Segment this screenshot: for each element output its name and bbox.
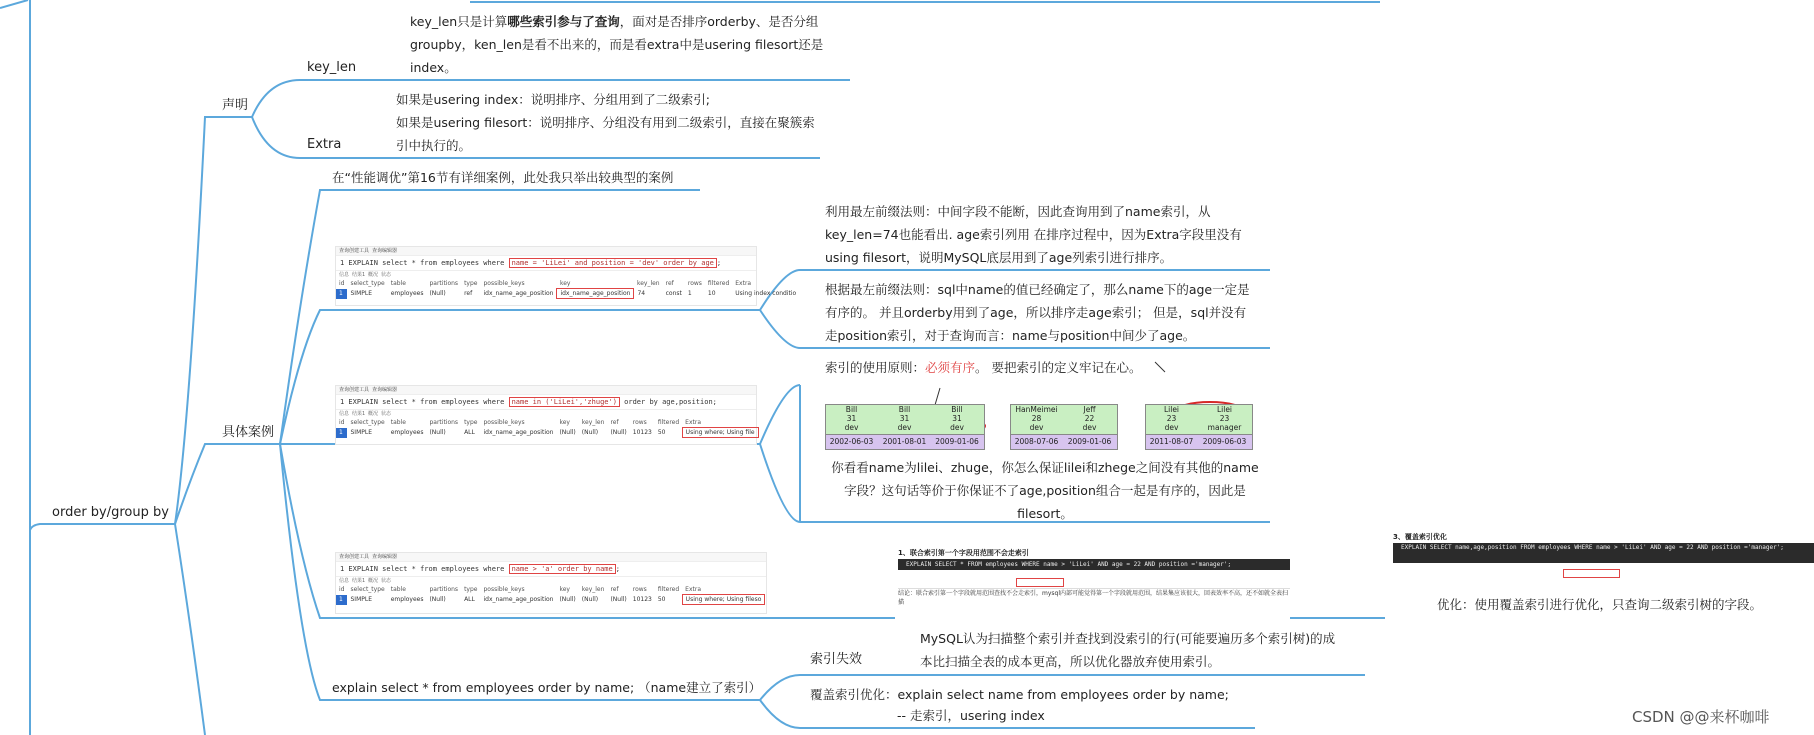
- principle-text-a: 索引的使用原则：: [825, 360, 926, 375]
- thumb2-header-cell: possible_keys: [483, 419, 525, 427]
- thumb2-row-cell: 50: [657, 429, 666, 436]
- thumb3-row-cell: (Null): [429, 596, 446, 603]
- thumb3-header-cell: Extra: [685, 586, 702, 593]
- thumb2-row-cell: employees: [390, 429, 424, 436]
- node-shengming[interactable]: 声明: [222, 98, 249, 113]
- right-shot-title: 3、覆盖索引优化: [1393, 533, 1447, 541]
- tree-arrow-2: [1155, 362, 1165, 372]
- tree-pk-entry: 2008-07-06: [1014, 437, 1059, 446]
- right-shot-sql: EXPLAIN SELECT name,age,position FROM employees WHERE name > 'LiLei' AND age = 22 AND position ='manager';: [1393, 543, 1814, 563]
- thumb1-sql: 1 EXPLAIN select * from employees where name = 'LiLei' and position = 'dev' order by age ;: [336, 256, 756, 271]
- thumb2-row-cell: (Null): [429, 429, 446, 436]
- case2-text-3: 走position索引，对于查询而言：name与position中间少了age。: [825, 328, 1196, 343]
- thumb2-table: [336, 418, 759, 438]
- mid-shot-note: 结论：联合索引第一个字段就用范围查找不会走索引，mysql内部可能觉得第一个字段就用范围，结果集应该很大，回表效率不高，还不如就全表扫描: [898, 590, 1288, 606]
- thumb3-row-cell: employees: [390, 596, 424, 603]
- thumb1-row-cell: idx_name_age_position: [557, 289, 634, 299]
- thumb3-tabs: 信息 结果1 概况 状态: [339, 578, 392, 584]
- explain-screenshot-3: [335, 552, 767, 614]
- branch-juti: [175, 444, 280, 524]
- thumb2-row-cell: (Null): [559, 429, 576, 436]
- thumb1-row-cell: 1: [336, 289, 347, 299]
- thumb1-row-cell: ref: [464, 290, 473, 297]
- thumb3-header-cell: table: [390, 586, 406, 594]
- thumb1-header-cell: select_type: [350, 280, 385, 288]
- optimization-text: 优化：使用覆盖索引进行优化，只查询二级索引树的字段。: [1437, 597, 1763, 612]
- index-principle: [825, 356, 1142, 379]
- mid-shot-sql: EXPLAIN SELECT * FROM employees WHERE name > 'LiLei' AND age = 22 AND position ='manager';: [898, 559, 1290, 570]
- thumb2-header-cell: type: [464, 419, 478, 427]
- thumb2-row-cell: 10123: [632, 429, 652, 436]
- thumb3-row-cell: (Null): [610, 596, 627, 603]
- covering-index-screenshot: [1393, 532, 1814, 586]
- explain-screenshot-2: [335, 385, 757, 445]
- thumb3-header-cell: filtered: [657, 586, 680, 594]
- thumb2-header-cell: filtered: [657, 419, 680, 427]
- case2-explanation: [825, 278, 1275, 347]
- node-key-len[interactable]: key_len: [307, 60, 357, 75]
- fail-text-1: MySQL认为扫描整个索引并查找到没索引的行(可能要遍历多个索引树)的成: [920, 631, 1336, 646]
- thumb2-tabs: 信息 结果1 概况 状态: [339, 411, 392, 417]
- thumb3-header-cell: possible_keys: [483, 586, 525, 594]
- thumb2-row-cell: SIMPLE: [350, 429, 372, 436]
- thumb1-header-cell: key: [559, 280, 571, 287]
- fail-text-2: 本比扫描全表的成本更高，所以优化器放弃使用索引。: [920, 654, 1221, 669]
- tree-leaf-entry: Jeff 22 dev: [1082, 405, 1097, 432]
- thumb2-header-cell: key_len: [581, 419, 605, 427]
- case1-text-1: 利用最左前缀法则：中间字段不能断，因此查询用到了name索引，从: [825, 204, 1211, 219]
- thumb3-row-cell: SIMPLE: [350, 596, 372, 603]
- thumb2-header-cell: select_type: [350, 419, 385, 427]
- tree-leaf-entry: HanMeimei 28 dev: [1015, 405, 1058, 432]
- thumb1-tabs: 信息 结果1 概况 状态: [339, 272, 392, 278]
- thumb1-header-cell: rows: [687, 280, 702, 288]
- tree-leaf-entry: Lilei 23 dev: [1163, 405, 1180, 432]
- node-extra[interactable]: Extra: [307, 137, 342, 152]
- thumb1-header-cell: type: [464, 280, 478, 288]
- case3-text-3: filesort。: [1017, 506, 1073, 521]
- thumb3-row-cell: idx_name_age_position: [483, 596, 554, 603]
- keylen-text-bold: 哪些索引参与了查询: [507, 14, 620, 29]
- thumb1-row-cell: SIMPLE: [350, 290, 372, 297]
- tree-leaf-entry: Bill 31 dev: [844, 405, 859, 432]
- thumb3-row-cell: 50: [657, 596, 666, 603]
- thumb2-header-cell: Extra: [685, 419, 702, 426]
- thumb3-sql: 1 EXPLAIN select * from employees where name > 'a' order by name ;: [336, 562, 766, 577]
- mid-shot-title: 1、联合索引第一个字段用范围不会走索引: [898, 549, 1029, 557]
- tree-pk-entry: 2009-06-03: [1202, 437, 1247, 446]
- keylen-text-1c: ，面对是否排序orderby、是否分组: [619, 14, 819, 29]
- tree-pk-entry: 2011-08-07: [1149, 437, 1194, 446]
- thumb1-row-cell: (Null): [429, 290, 446, 297]
- case1-text-3: using filesort，说明MySQL底层用到了age列索引进行排序。: [825, 250, 1173, 265]
- thumb3-header-cell: partitions: [429, 586, 459, 594]
- root-node-orderby-groupby[interactable]: order by/group by: [52, 505, 169, 520]
- case1-text-2: key_len=74也能看出. age索引列用 在排序过程中，因为Extra字段里没有: [825, 227, 1242, 242]
- thumb3-row-cell: (Null): [581, 596, 599, 603]
- tree-pk-entry: 2001-08-01: [882, 437, 927, 446]
- right-shot-table: [1393, 563, 1814, 579]
- tree-arrow-1: [935, 388, 940, 405]
- keylen-text-1a: key_len只是计算: [410, 14, 508, 29]
- thumb3-row-cell: Using where; Using fileso: [682, 595, 765, 605]
- thumb2-row-cell: 1: [336, 428, 347, 438]
- thumb2-row-cell: Using where; Using file: [682, 428, 758, 438]
- thumb1-header-cell: key_len: [636, 280, 660, 288]
- thumb3-header-cell: type: [464, 586, 478, 594]
- thumb3-row-cell: 1: [336, 595, 347, 605]
- extra-text-2: 如果是usering filesort：说明排序、分组没有用到二级索引，直接在聚簇索: [396, 115, 815, 130]
- branch-case2-top: [760, 385, 800, 444]
- tree-leaf-entry: Bill 31 dev: [897, 405, 912, 432]
- thumb2-header-cell: ref: [610, 419, 619, 427]
- tree-pk-entry: 2009-01-06: [935, 437, 979, 446]
- thumb3-row-cell: ALL: [464, 596, 475, 603]
- thumb3-header-cell: key_len: [581, 586, 605, 594]
- thumb1-row-cell: 1: [687, 290, 692, 297]
- tree-pk-entry: 2009-01-06: [1067, 437, 1112, 446]
- thumb2-header-cell: key: [559, 419, 570, 427]
- thumb2-header-cell: rows: [632, 419, 647, 427]
- thumb1-row-cell: 74: [637, 290, 646, 297]
- extra-description: [396, 88, 836, 157]
- thumb2-sql: 1 EXPLAIN select * from employees where name in ('LiLei','zhuge') order by age,position;: [336, 395, 756, 410]
- tree-leaf-entry: Bill 31 dev: [950, 405, 964, 432]
- thumb1-header-cell: possible_keys: [483, 280, 525, 288]
- thumb1-header-cell: table: [390, 280, 406, 288]
- tree-leaf-entry: Lilei 23 manager: [1207, 405, 1242, 432]
- thumb3-row-cell: (Null): [559, 596, 576, 603]
- principle-text-red: 必须有序: [925, 360, 976, 375]
- thumb2-header-cell: partitions: [429, 419, 459, 427]
- thumb3-header-cell: id: [339, 586, 345, 594]
- thumb1-toolbar: 查询创建工具 查询编辑器: [336, 247, 756, 256]
- cover-index-line: [810, 683, 1229, 706]
- thumb2-header-cell: id: [339, 419, 345, 427]
- root-underline: [30, 524, 175, 735]
- extra-text-1: 如果是usering index：说明排序、分组用到了二级索引;: [396, 92, 710, 107]
- keylen-text-2: groupby，ken_len是看不出来的，而是看extra中是usering filesort还是: [410, 37, 824, 52]
- cover-text-2: -- 走索引，usering index: [897, 708, 1045, 723]
- thumb1-row-cell: Using index conditio: [735, 290, 797, 297]
- thumb1-header-cell: filtered: [707, 280, 730, 288]
- csdn-watermark: CSDN @@来杯咖啡: [1632, 708, 1770, 726]
- thumb3-table: [336, 585, 765, 605]
- thumb2-row-cell: (Null): [581, 429, 599, 436]
- tree-pk-entry: 2002-06-03: [829, 437, 874, 446]
- range-index-screenshot: [898, 548, 1290, 616]
- top-left-line: [0, 0, 28, 8]
- branch-bottom: [175, 524, 205, 735]
- intro-text: 在“性能调优”第16节有详细案例，此处我只举出较典型的案例: [332, 170, 674, 185]
- thumb3-header-cell: ref: [610, 586, 619, 594]
- thumb2-row-cell: idx_name_age_position: [483, 429, 554, 436]
- thumb1-header-cell: ref: [665, 280, 674, 288]
- case2-text-2: 有序的。 并且orderby用到了age，所以排序走age索引； 但是，sql并没有: [825, 305, 1247, 320]
- case1-explanation: [825, 200, 1275, 269]
- keylen-description: [410, 10, 850, 79]
- thumb1-row-cell: employees: [390, 290, 424, 297]
- btree-leaf-diagram: [825, 404, 1255, 452]
- branch-shengming: [175, 117, 252, 524]
- case3-text-2: 字段？这句话等价于你保证不了age,position组合一起是有序的，因此是: [844, 483, 1246, 498]
- thumb3-toolbar: 查询创建工具 查询编辑器: [336, 553, 766, 562]
- cover-text-1: explain select name from employees order by name;: [897, 687, 1229, 702]
- case2-text-1: 根据最左前缀法则：sql中name的值已经确定了，那么name下的age一定是: [825, 282, 1250, 297]
- thumb1-row-cell: const: [665, 290, 682, 297]
- explain-order-by-name[interactable]: explain select * from employees order by name; （name建立了索引）: [332, 680, 762, 695]
- thumb2-header-cell: table: [390, 419, 406, 427]
- principle-text-c: 。 要把索引的定义牢记在心。: [975, 360, 1142, 375]
- node-cover-index[interactable]: 覆盖索引优化：: [810, 687, 898, 702]
- thumb2-row-cell: (Null): [610, 429, 627, 436]
- thumb3-header-cell: key: [559, 586, 570, 594]
- keylen-text-3: index。: [410, 60, 457, 75]
- thumb1-header-cell: Extra: [735, 280, 752, 288]
- index-fail-explanation: [920, 627, 1370, 673]
- thumb1-row-cell: 10: [707, 290, 716, 297]
- thumb3-row-cell: 10123: [632, 596, 652, 603]
- extra-text-3: 引中执行的。: [396, 138, 472, 153]
- thumb1-header-cell: id: [339, 280, 345, 288]
- explain-screenshot-1: [335, 246, 797, 306]
- thumb1-table: [336, 279, 799, 299]
- thumb1-row-cell: idx_name_age_position: [483, 290, 554, 297]
- case3-explanation: [825, 456, 1265, 525]
- thumb2-toolbar: 查询创建工具 查询编辑器: [336, 386, 756, 395]
- thumb3-header-cell: rows: [632, 586, 647, 594]
- thumb1-header-cell: partitions: [429, 280, 459, 288]
- node-juti-anli[interactable]: 具体案例: [222, 425, 275, 440]
- case3-text-1: 你看看name为lilei、zhuge，你怎么保证lilei和zhege之间没有其他的name: [831, 460, 1259, 475]
- node-index-fail[interactable]: 索引失效: [810, 652, 863, 667]
- thumb2-row-cell: ALL: [464, 429, 475, 436]
- mid-shot-table: [898, 570, 1290, 589]
- thumb3-header-cell: select_type: [350, 586, 385, 594]
